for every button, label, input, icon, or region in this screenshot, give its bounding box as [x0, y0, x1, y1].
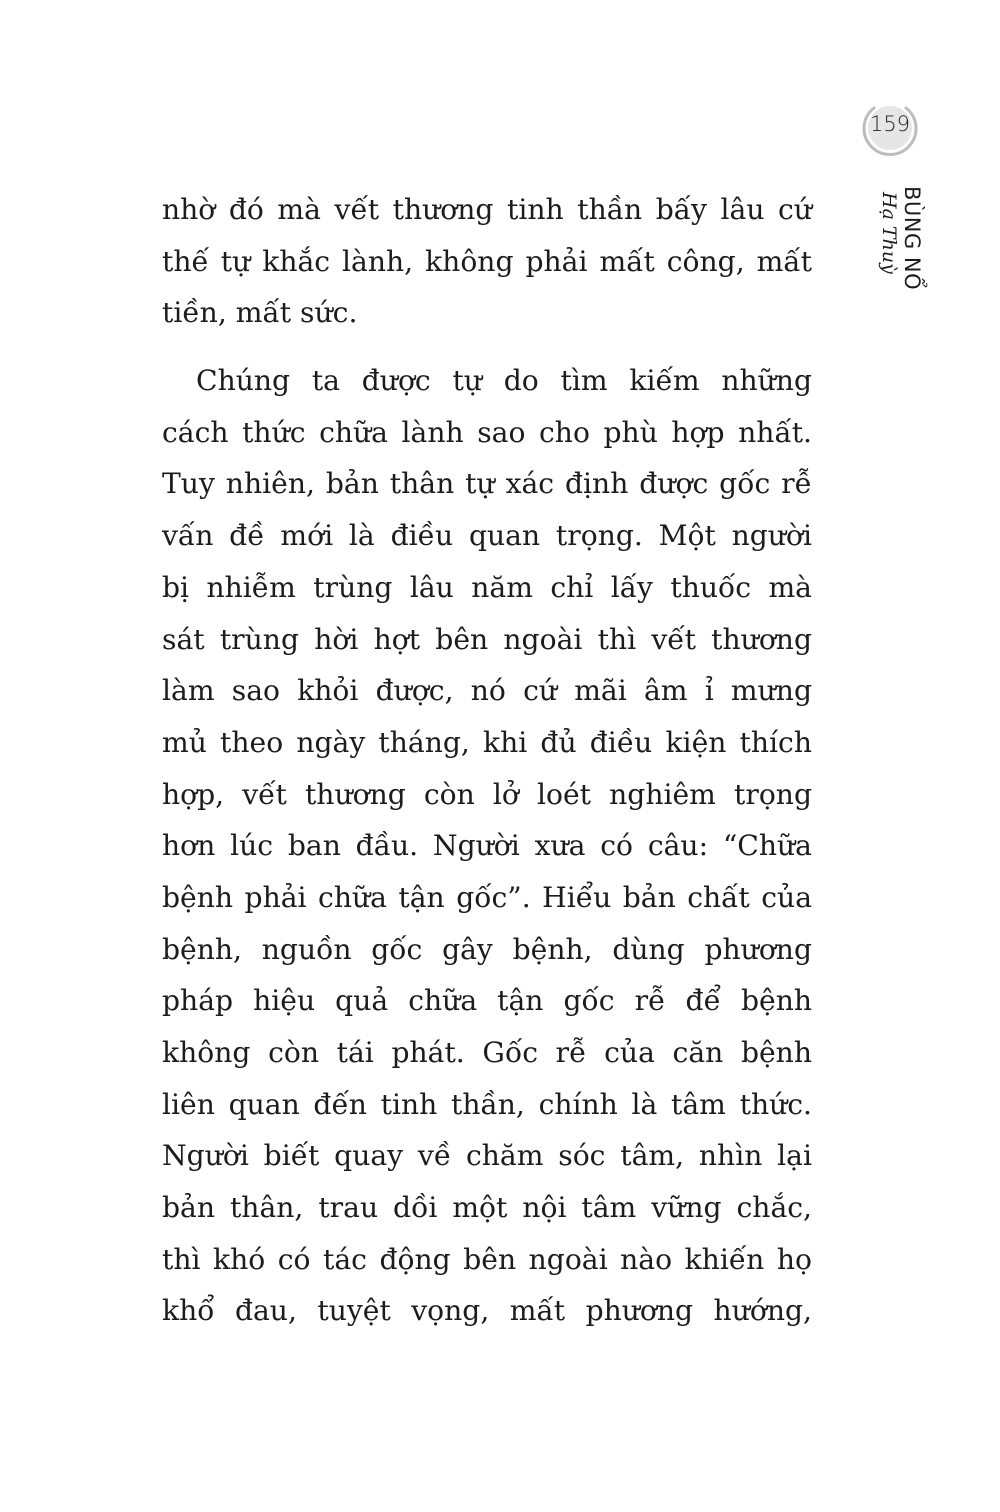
body-text	[162, 184, 812, 1337]
text-line: liên quan đến tinh thần, chính là tâm thức.	[162, 1087, 812, 1121]
running-title-script-logo: Hạ Thuỳ	[878, 192, 900, 274]
text-line: Người biết quay về chăm sóc tâm, nhìn lại	[162, 1139, 812, 1173]
text-line: bị nhiễm trùng lâu năm chỉ lấy thuốc mà	[162, 570, 812, 604]
text-line: khổ đau, tuyệt vọng, mất phương hướng,	[162, 1294, 812, 1328]
text-line: bệnh phải chữa tận gốc”. Hiểu bản chất của	[162, 880, 812, 914]
text-line: bản thân, trau dồi một nội tâm vững chắc,	[162, 1191, 812, 1225]
text-line: làm sao khỏi được, nó cứ mãi âm ỉ mưng	[162, 674, 812, 708]
text-line: thì khó có tác động bên ngoài nào khiến họ	[162, 1242, 812, 1276]
text-line: pháp hiệu quả chữa tận gốc rễ để bệnh	[162, 984, 812, 1018]
text-line: sát trùng hời hợt bên ngoài thì vết thương	[162, 622, 812, 656]
text-line: Chúng ta được tự do tìm kiếm những	[196, 364, 812, 398]
text-line: thế tự khắc lành, không phải mất công, mất	[162, 244, 812, 278]
text-line: mủ theo ngày tháng, khi đủ điều kiện thích	[162, 725, 812, 759]
paragraph-2	[162, 355, 812, 1337]
page-number: 159	[869, 112, 911, 136]
text-line: Tuy nhiên, bản thân tự xác định được gốc rễ	[162, 467, 812, 501]
text-line: vấn đề mới là điều quan trọng. Một người	[162, 519, 812, 553]
paragraph-1	[162, 184, 812, 339]
text-line: không còn tái phát. Gốc rễ của căn bệnh	[162, 1036, 812, 1069]
running-title-main: BÙNG NỔ	[900, 186, 924, 291]
text-line: bệnh, nguồn gốc gây bệnh, dùng phương	[162, 932, 812, 966]
page-number-badge	[860, 98, 920, 158]
text-line: cách thức chữa lành sao cho phù hợp nhất.	[162, 415, 812, 449]
text-line: hợp, vết thương còn lở loét nghiêm trọng	[162, 777, 812, 811]
running-title	[864, 186, 924, 296]
text-line: nhờ đó mà vết thương tinh thần bấy lâu cứ	[162, 193, 812, 226]
text-line: tiền, mất sức.	[162, 296, 358, 330]
text-line: hơn lúc ban đầu. Người xưa có câu: “Chữa	[162, 829, 812, 863]
